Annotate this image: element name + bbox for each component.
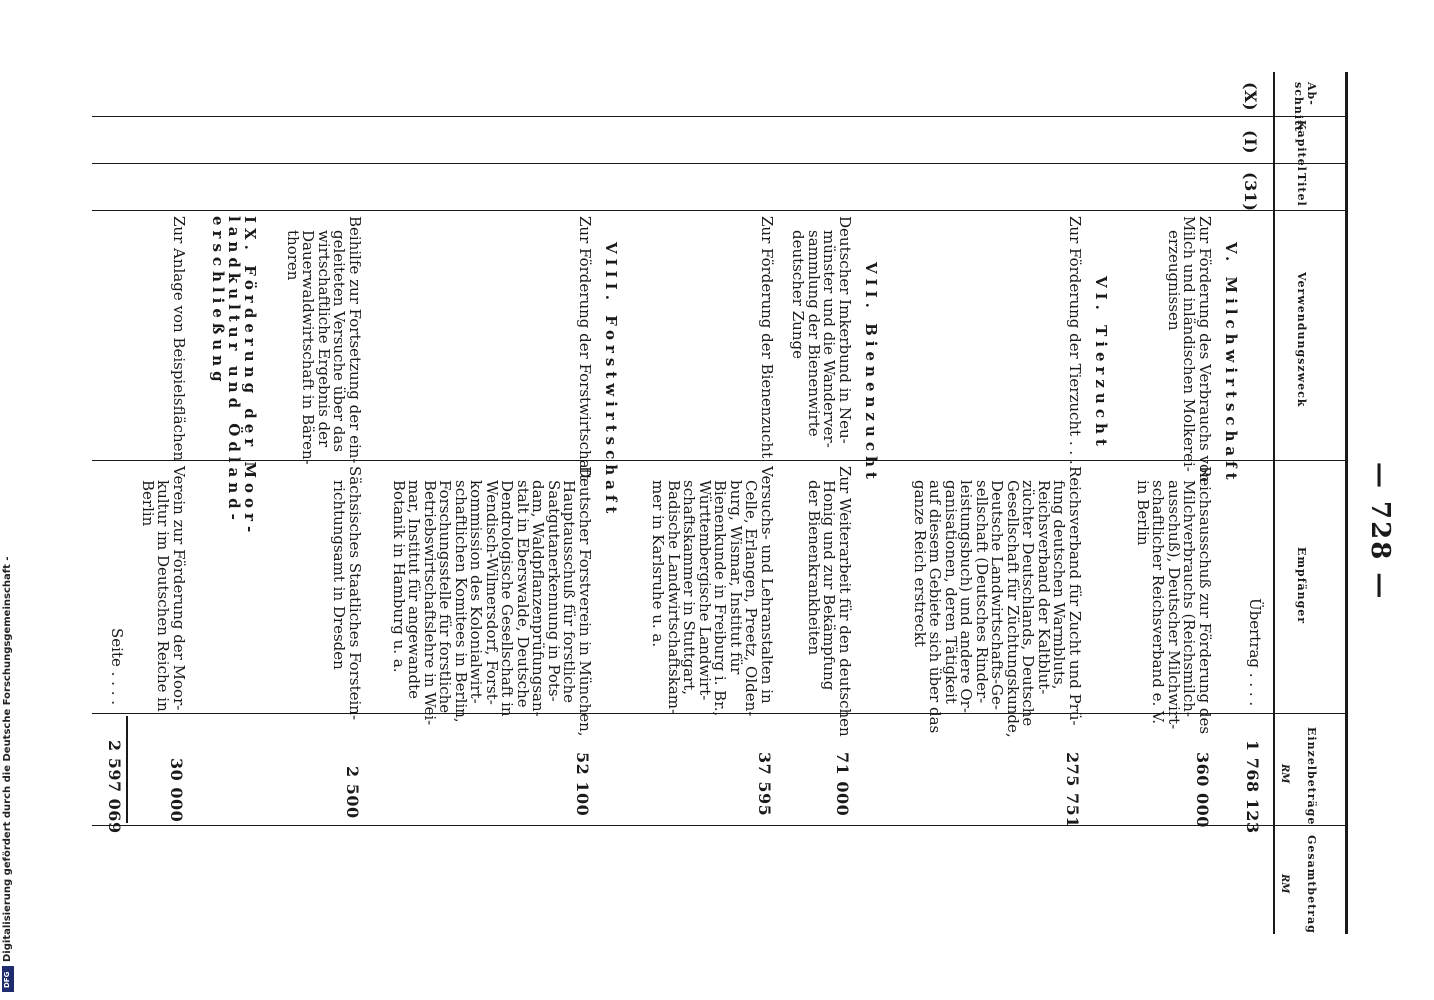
recipient-imkerbund: Zur Weiterarbeit für den deutschen Honig und zur Bekämpfung der Bienenkrankheiten	[805, 466, 854, 737]
titel-id: (31)	[1241, 172, 1260, 212]
recipient-dauerwald: Sächsisches Staatliches Forstein- richtungsamt in Dresden	[330, 466, 364, 721]
purpose-dauerwald: Beihilfe zur Fortsetzung der ein- geleiteten Versuche über das wirtschaftliche Ergebnis der Dauerwaldwirtschaft in Bären- thoren	[284, 216, 364, 465]
uebertrag-label: Übertrag . . . .	[1246, 598, 1264, 707]
section-forstwirtschaft: VIII. Forstwirtschaft	[602, 242, 620, 519]
purpose-imkerbund: Deutscher Imkerbund in Neu- münster und die Wanderver- sammlung der Bienenwirte deutscher Zunge	[789, 216, 854, 448]
row-rule-einzel	[92, 825, 1345, 826]
abschnitt-id: (X)	[1241, 82, 1260, 112]
header-rule	[1273, 72, 1275, 934]
row-rule-titel	[92, 210, 1345, 211]
purpose-bienenzucht: Zur Förderung der Bienenzucht	[758, 216, 776, 459]
section-moorlandkultur: IX. Förderung der Moor- landkultur und Ödland- erschließung	[209, 216, 259, 538]
purpose-tierzucht: Zur Förderung der Tierzucht . . .	[1066, 216, 1084, 465]
purpose-milchwirtschaft: Zur Förderung des Verbrauchs von Milch und inländischen Molkerei- erzeugnissen	[1165, 216, 1214, 483]
header-empfaenger: Empfänger	[1295, 547, 1308, 625]
seite-value: 2 597 069	[105, 740, 124, 834]
header-kapitel: Kapitel	[1295, 120, 1308, 172]
row-rule-verwendung	[92, 460, 1345, 461]
recipient-moorlandkultur: Verein zur Förderung der Moor- kultur im Deutschen Reiche in Berlin	[139, 466, 188, 712]
unit-einzel: RM	[1279, 764, 1290, 784]
amount-bienenzucht: 37 595	[755, 752, 774, 817]
amount-imkerbund: 71 000	[833, 752, 852, 817]
header-verwendungszweck: Verwendungszweck	[1295, 272, 1308, 408]
unit-gesamt: RM	[1279, 874, 1290, 894]
dfg-logo: DFG	[2, 966, 14, 992]
amount-dauerwald: 2 500	[343, 766, 362, 819]
sum-rule	[126, 716, 128, 823]
seite-label: Seite . . . .	[108, 628, 126, 705]
recipient-bienenzucht: Versuchs- und Lehranstalten in Celle, Erlangen, Preetz, Olden- burg, Wismar, Institut für Bienenkunde in Freiburg i. Br., Württembergische Landwirt- schaftskammer in Stuttgart, Badische Landwirtschaftskam- mer in Karlsruhe u. a.	[649, 466, 776, 717]
kapitel-id: (I)	[1241, 130, 1260, 155]
recipient-tierzucht: Reichsverband für Zucht und Prü- fung deutschen Warmbluts, Reichsverband der Kaltblut- züchter Deutschlands, Deutsche Gesellschaft für Züchtungskunde, Deutsche Landwirtschafts-Ge- sellschaft (Deutsches Rinder- leistungsbuch) und andere Or- ganisationen, deren Tätigkeit auf diesem Gebiete sich über das ganze Reich erstreckt	[911, 466, 1084, 738]
digitization-footer: Digitalisierung gefördert durch die Deutsche Forschungsgemeinschaft -	[2, 556, 13, 962]
purpose-forstwirtschaft: Zur Förderung der Forstwirtschaft	[576, 216, 594, 481]
purpose-moorlandkultur: Zur Anlage von Beispielsflächen	[170, 216, 188, 462]
recipient-milchwirtschaft: Reichsausschuß zur Förderung des Milchverbrauchs (Reichsmilch- ausschuß), Deutscher Milchwirt- schaftlicher Reichsverband e. V. in Berlin	[1134, 466, 1214, 735]
uebertrag-value: 1 768 123	[1243, 740, 1262, 834]
recipient-forstwirtschaft: Deutscher Forstverein in München, Hauptausschuß für forstliche Saatgutanerkennung in Pots- dam, Waldpflanzenprüfungsan- stalt in Eberswalde, Deutsche Dendrologische Gesellschaft in Wendisch-Wilmersdorf, Forst- kommission des Kolonialwirt- schaftlichen Komitees in Berlin, Forschungsstelle für forstliche Betriebswirtschaftslehre in Wei- mar, Institut für angewandte Botanik in Hamburg u. a.	[390, 466, 594, 737]
row-rule-abschnitt	[92, 116, 1345, 117]
amount-forstwirtschaft: 52 100	[573, 752, 592, 817]
table-border-top	[1345, 72, 1348, 934]
amount-milchwirtschaft: 360 000	[1193, 752, 1212, 828]
header-titel: Titel	[1295, 173, 1308, 207]
amount-moorlandkultur: 30 000	[167, 758, 186, 823]
amount-tierzucht: 275 751	[1063, 752, 1082, 828]
row-rule-kapitel	[92, 163, 1345, 164]
header-abschnitt: Ab- schnitt	[1292, 82, 1318, 133]
page-number: — 728 —	[1365, 462, 1395, 601]
header-gesamtbetrag: Gesamtbetrag	[1305, 835, 1318, 934]
header-einzelbetraege: Einzelbeträge	[1305, 727, 1318, 826]
section-milchwirtschaft: V. Milchwirtschaft	[1222, 242, 1240, 485]
section-tierzucht: VI. Tierzucht	[1092, 276, 1110, 451]
section-bienenzucht: VII. Bienenzucht	[862, 262, 880, 484]
